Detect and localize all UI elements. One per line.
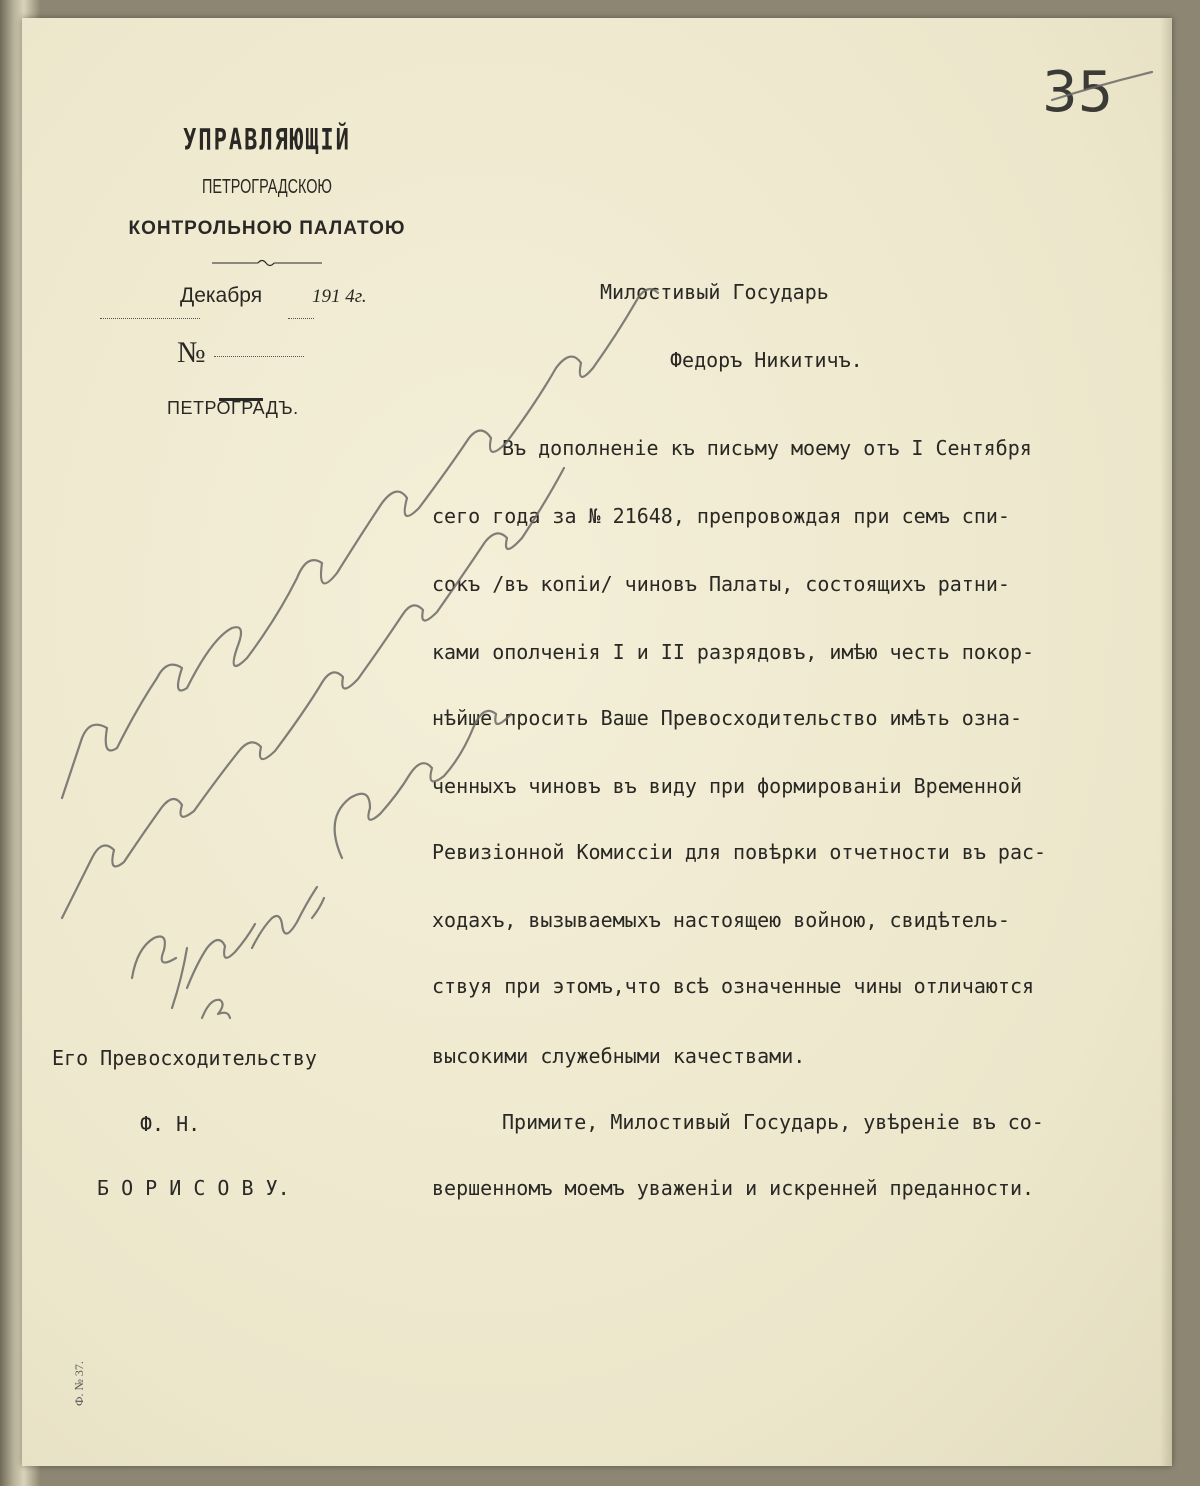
body-line: ходахъ, вызываемыхъ настоящею войною, свидѣтель- (432, 908, 1010, 932)
document-number-sign: № (177, 336, 206, 369)
document-number-blank (214, 354, 304, 357)
salutation-line-1: Милостивый Государь (600, 280, 829, 304)
letterhead-institution: КОНТРОЛЬНОЮ ПАЛАТОЮ (128, 218, 406, 239)
body-line: нѣйше просить Ваше Превосходительство имѣть озна- (432, 706, 1023, 730)
body-line: высокими служебными качествами. (432, 1044, 806, 1068)
addressee-initials: Ф. Н. (140, 1112, 201, 1136)
salutation-line-2: Федоръ Никитичъ. (670, 348, 863, 372)
body-line: вершенномъ моемъ уваженіи и искренней преданности. (432, 1176, 1035, 1200)
body-line: ченныхъ чиновъ въ виду при формированіи Временной (432, 774, 1023, 798)
body-line: Ревизіонной Комиссіи для повѣрки отчетности въ рас- (432, 840, 1047, 864)
body-line: сего года за № 21648, препровождая при семъ спи- (432, 504, 1010, 528)
date-year: 191 4г. (312, 286, 367, 307)
letterhead-title: УПРАВЛЯЮЩІЙ (183, 123, 351, 158)
body-line: ками ополченія I и II разрядовъ, имѣю честь покор- (432, 640, 1035, 664)
form-code: Ф. № 37. (72, 1361, 86, 1406)
city-name: ПЕТРОГРАДЪ. (167, 398, 299, 418)
body-line: Примите, Милостивый Государь, увѣреніе въ со- (502, 1110, 1044, 1134)
date-month: Декабря (180, 284, 263, 307)
addressee-title: Его Превосходительству (52, 1046, 317, 1070)
addressee-surname: Б О Р И С О В У. (97, 1176, 290, 1200)
letterhead-subtitle: ПЕТРОГРАДСКОЮ (202, 176, 332, 198)
document-page (22, 18, 1172, 1466)
page-number: 35 (1042, 60, 1114, 125)
letterhead-ornament (212, 256, 322, 270)
body-line: сокъ /въ копіи/ чиновъ Палаты, состоящихъ ратни- (432, 572, 1010, 596)
date-filler-blank (288, 304, 314, 319)
page-edge-shadow (1160, 18, 1172, 1466)
body-line: Въ дополненіе къ письму моему отъ I Сентября (502, 436, 1032, 460)
body-line: ствуя при этомъ,что всѣ означенные чины отличаются (432, 974, 1035, 998)
